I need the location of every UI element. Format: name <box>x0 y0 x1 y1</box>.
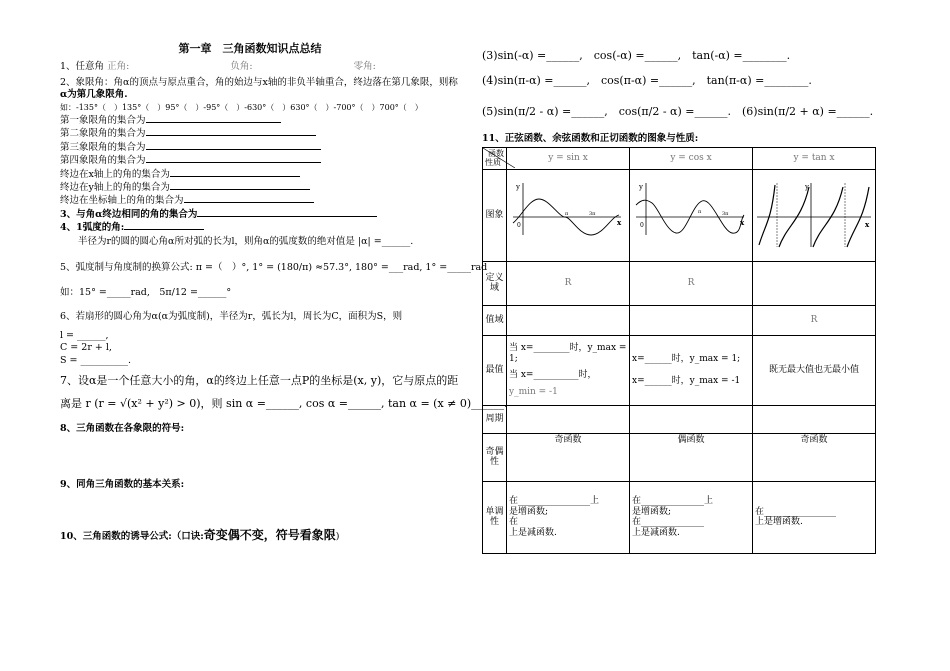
parity-sin: 奇函数 <box>507 433 630 481</box>
q6-l: l = ______, <box>60 330 109 342</box>
mono-tan: 在________________ 上是增函数. <box>753 481 876 553</box>
extreme-tan: 既无最大值也无最小值 <box>753 335 876 405</box>
period-sin <box>507 405 630 433</box>
set-row-2: 第二象限角的集合为 <box>60 127 470 139</box>
range-tan: R <box>753 305 876 335</box>
extreme-cos: x=______时，y_max = 1; x=______时，y_max = -1 <box>630 335 753 405</box>
row-label-graph: 图象 <box>483 169 507 261</box>
row-label-parity: 奇偶性 <box>483 433 507 481</box>
q11-head: 11、正弦函数、余弦函数和正切函数的图象与性质: <box>482 132 699 144</box>
row-label-range: 值域 <box>483 305 507 335</box>
q1-negative: 负角: <box>230 61 253 73</box>
svg-text:3π: 3π <box>722 211 729 218</box>
q10-line: 10、三角函数的诱导公式:（口诀:奇变偶不变，符号看象限) <box>60 528 340 543</box>
q8-head: 8、三角函数在各象限的符号: <box>60 422 185 434</box>
q5-line: 5、弧度制与角度制的换算公式: π =（ ）°, 1° = (180/π) ≈57.3°, 180° =___rad, 1° =_____rad <box>60 261 488 273</box>
set-row-1: 第一象限角的集合为 <box>60 114 470 126</box>
svg-text:y: y <box>516 183 520 192</box>
col-tan: y = tan x <box>753 147 876 169</box>
function-properties-table <box>482 147 876 554</box>
sin-graph <box>507 169 630 261</box>
svg-text:x: x <box>865 220 870 230</box>
set-row-3: 第三象限角的集合为 <box>60 141 470 153</box>
q7-line1: 7、设α是一个任意大小的角，α的终边上任意一点P的坐标是(x, y)，它与原点的距 <box>60 374 459 388</box>
q4-body: 半径为r的圆的圆心角α所对弧的长为l，则角α的弧度数的绝对值是 |α| =______. <box>78 236 414 248</box>
domain-sin: R <box>507 261 630 305</box>
q1-positive: 正角: <box>107 61 130 73</box>
graph-row <box>483 169 876 261</box>
svg-text:0: 0 <box>517 222 521 230</box>
set-row-5: 终边在x轴上的角的集合为 <box>60 168 470 180</box>
right-column <box>482 48 882 554</box>
q9-head: 9、同角三角函数的基本关系: <box>60 478 185 490</box>
set-row-4: 第四象限角的集合为 <box>60 154 470 166</box>
table-header-row <box>483 147 876 169</box>
cos-graph <box>630 169 753 261</box>
q1-zero: 零角: <box>353 61 376 73</box>
col-sin: y = sin x <box>507 147 630 169</box>
q4-head: 4、1弧度的角: <box>60 221 470 233</box>
set-row-7: 终边在坐标轴上的角的集合为 <box>60 194 470 206</box>
page-title: 第一章 三角函数知识点总结 <box>178 42 322 55</box>
formula-row-3: (5)sin(π/2 - α) =______, cos(π/2 - α) =______. (6)sin(π/2 + α) =______. <box>482 105 874 119</box>
q10-rhyme: 奇变偶不变，符号看象限 <box>203 528 336 543</box>
period-row <box>483 405 876 433</box>
mono-sin: 在________________上 是增函数; 在 上是减函数. <box>507 481 630 553</box>
row-label-period: 周期 <box>483 405 507 433</box>
row-label-monotonic: 单调性 <box>483 481 507 553</box>
period-cos <box>630 405 753 433</box>
q6-s: S = __________. <box>60 354 132 366</box>
domain-tan <box>753 261 876 305</box>
extreme-row <box>483 335 876 405</box>
svg-text:π: π <box>565 211 569 218</box>
parity-row <box>483 433 876 481</box>
range-sin <box>507 305 630 335</box>
row-label-domain: 定义域 <box>483 261 507 305</box>
set-row-6: 终边在y轴上的角的集合为 <box>60 181 470 193</box>
mono-cos: 在______________上 是增函数; 在______________ 上是减函数. <box>630 481 753 553</box>
q2-line1: 2、象限角：角α的顶点与原点重合，角的始边与x轴的非负半轴重合，终边落在第几象限，则称 <box>60 76 458 88</box>
svg-text:x: x <box>740 218 745 228</box>
q3-line: 3、与角α终边相同的角的集合为 <box>60 208 470 220</box>
q6-head: 6、若扇形的圆心角为α(α为弧度制)，半径为r，弧长为l，周长为C，面积为S，则 <box>60 310 403 322</box>
range-cos <box>630 305 753 335</box>
row-label-extreme: 最值 <box>483 335 507 405</box>
extreme-sin: 当 x=________时，y_max = 1; 当 x=__________时， y_min = -1 <box>507 335 630 405</box>
q6-c: C = 2r + l, <box>60 342 112 354</box>
formula-row-1: (3)sin(-α) =______, cos(-α) =______, tan(-α) =________. <box>482 49 791 62</box>
q2-line2: α为第几象限角. <box>60 88 128 100</box>
parity-tan: 奇函数 <box>753 433 876 481</box>
domain-row <box>483 261 876 305</box>
svg-text:y: y <box>805 183 809 192</box>
svg-text:π: π <box>698 209 702 216</box>
range-row <box>483 305 876 335</box>
formula-row-2: (4)sin(π-α) =______, cos(π-α) =______, tan(π-α) =________. <box>482 74 812 88</box>
q1-prefix: 1、任意角 <box>60 61 105 73</box>
q5-example: 如：15° =_____rad, 5π/12 =______° <box>60 287 232 299</box>
tan-graph <box>753 169 876 261</box>
col-cos: y = cos x <box>630 147 753 169</box>
monotonic-row <box>483 481 876 553</box>
svg-text:y: y <box>639 183 643 192</box>
period-tan <box>753 405 876 433</box>
domain-cos: R <box>630 261 753 305</box>
q7-line2: 离是 r (r = √(x² + y²) > 0)，则 sin α =______, cos α =______, tan α = (x ≠ 0)______. <box>60 397 508 411</box>
parity-cos: 偶函数 <box>630 433 753 481</box>
q2-examples: 如：-135°（ ）135°（ ）95°（ ）-95°（ ）-630°（ ）630°（ ）-700°（ ）700°（ ） <box>60 103 423 113</box>
svg-text:3π: 3π <box>589 211 596 218</box>
q1-line <box>60 61 470 72</box>
svg-text:0: 0 <box>640 222 644 230</box>
svg-text:x: x <box>617 218 622 228</box>
corner-cell: 函数 性质 <box>483 147 507 169</box>
